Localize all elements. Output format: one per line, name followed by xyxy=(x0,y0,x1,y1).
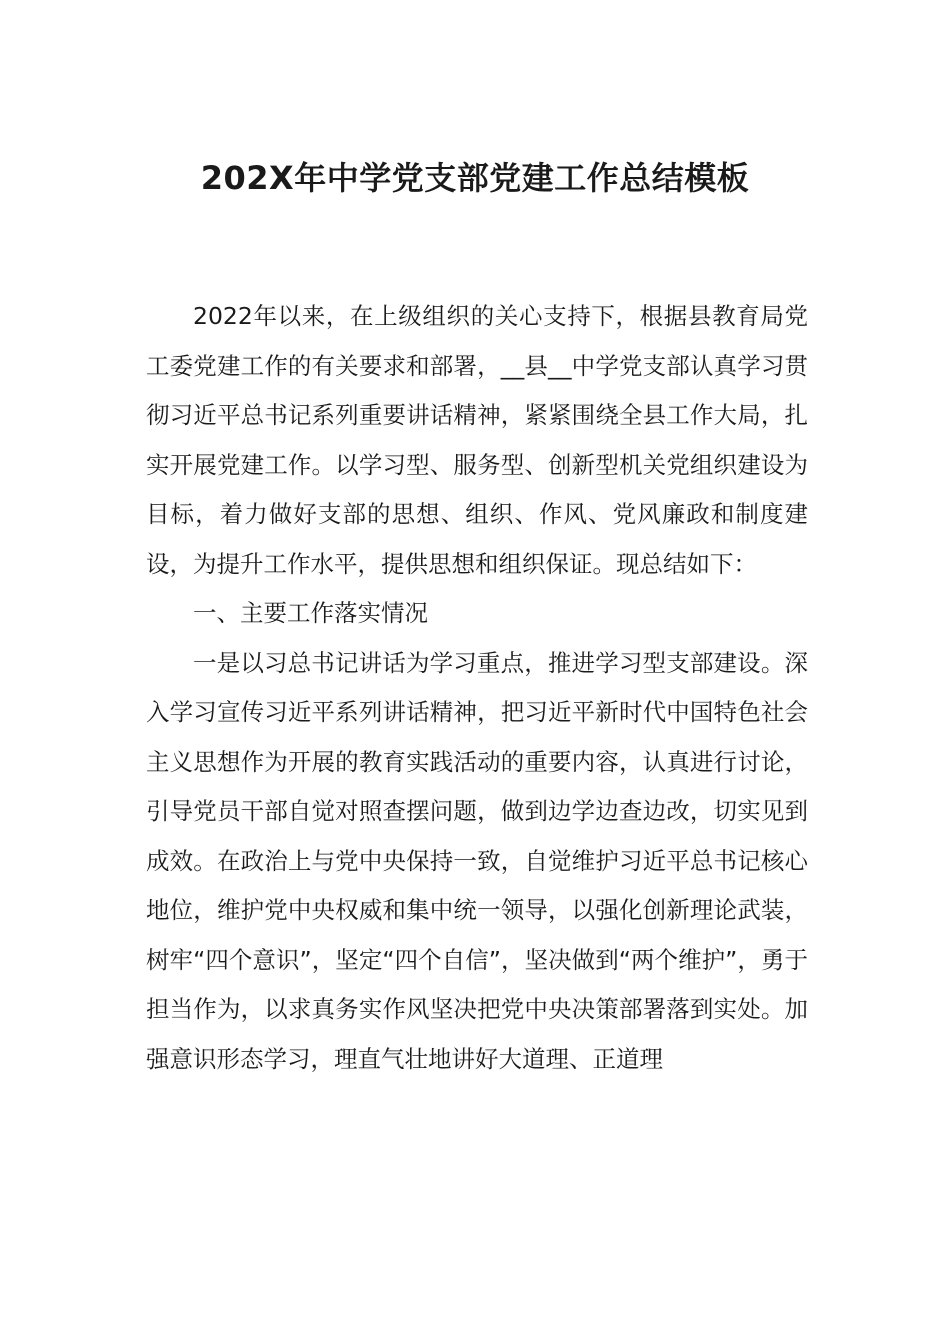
document-title: 202X年中学党支部党建工作总结模板 xyxy=(200,159,750,197)
document-body xyxy=(146,292,808,1084)
section-heading: 一、主要工作落实情况 xyxy=(193,599,428,627)
body-paragraph: 一是以习总书记讲话为学习重点，推进学习型支部建设。深入学习宣传习近平系列讲话精神，把习近平新时代中国特色社会主义思想作为开展的教育实践活动的重要内容，认真进行讨论，引导党员干部自觉对照查摆问题，做到边学边查边改，切实见到成效。在政治上与党中央保持一致，自觉维护习近平总书记核心地位，维护党中央权威和集中统一领导，以强化创新理论武装，树牢“四个意识”，坚定“四个自信”，坚决做到“两个维护”，勇于担当作为，以求真务实作风坚决把党中央决策部署落到实处。加强意识形态学习，理直气壮地讲好大道理、正道理 xyxy=(146,648,808,1073)
intro-paragraph: 2022年以来，在上级组织的关心支持下，根据县教育局党工委党建工作的有关要求和部署，__县__中学党支部认真学习贯彻习近平总书记系列重要讲话精神，紧紧围绕全县工作大局，扎实开展党建工作。以学习型、服务型、创新型机关党组织建设为目标，着力做好支部的思想、组织、作风、党风廉政和制度建设，为提升工作水平，提供思想和组织保证。现总结如下： xyxy=(146,302,808,578)
